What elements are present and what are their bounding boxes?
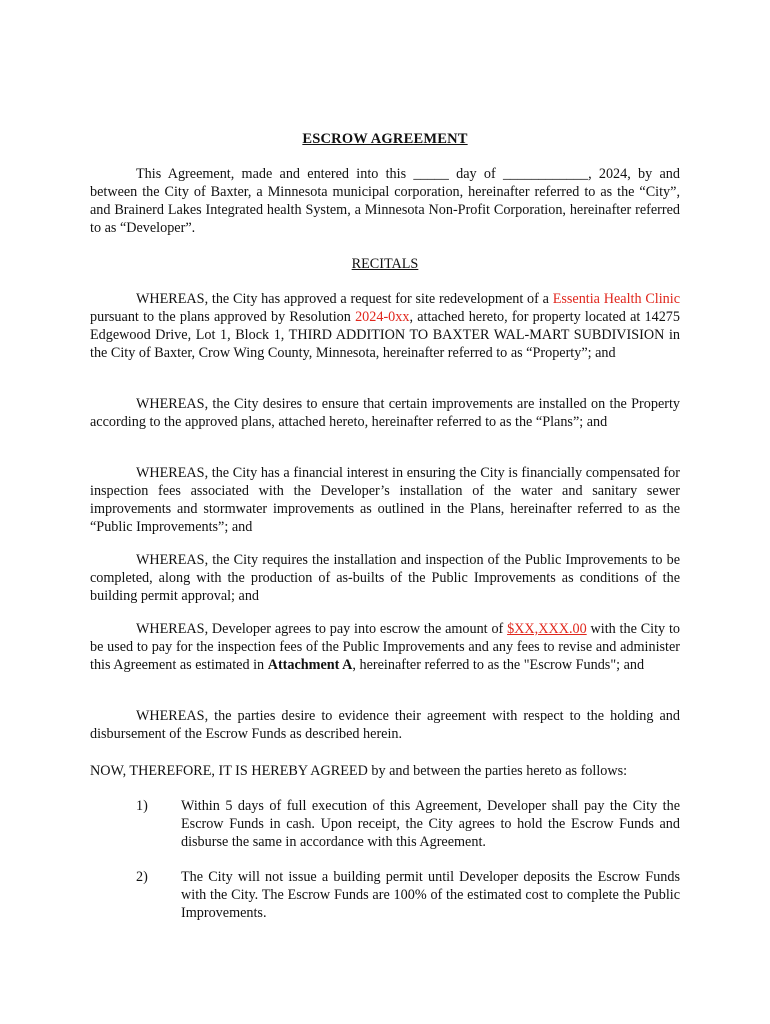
document-page bbox=[90, 0, 680, 1024]
recital-1-resolution-number: 2024-0xx bbox=[355, 309, 410, 325]
escrow-amount: $XX,XXX.00 bbox=[507, 621, 587, 637]
recitals-heading: RECITALS bbox=[351, 256, 419, 272]
attachment-a-reference: Attachment A bbox=[267, 657, 353, 673]
recital-2: WHEREAS, the City desires to ensure that certain improvements are installed on the Property according to the approved plans, attached hereto, hereinafter referred to as the “Plans”; and bbox=[90, 396, 680, 430]
recital-5-text-b: with the City to be used to pay for the inspection fees of the Public Improvements and any fees to revise and administer this Agreement as estimated in bbox=[90, 621, 680, 673]
intro-paragraph: This Agreement, made and entered into this _____ day of ____________, 2024, by and between the City of Baxter, a Minnesota municipal corporation, hereinafter referred to as the “City”, and Brainerd Lakes Integrated health System, a Minnesota Non-Profit Corporation, hereinafter referred to as “Developer”. bbox=[90, 166, 680, 236]
recital-6: WHEREAS, the parties desire to evidence their agreement with respect to the holding and disbursement of the Escrow Funds as described herein. bbox=[90, 708, 680, 742]
recital-5-text-a: WHEREAS, Developer agrees to pay into escrow the amount of bbox=[136, 621, 508, 637]
recital-1-text-c: , attached hereto, for property located at 14275 Edgewood Drive, Lot 1, Block 1, THIRD ADDITION TO BAXTER WAL-MART SUBDIVISION in the City of Baxter, Crow Wing County, Minnesota, hereinafter referred to as “Property”; and bbox=[90, 309, 680, 361]
list-item-number: 2) bbox=[136, 869, 148, 885]
list-item-number: 1) bbox=[136, 798, 148, 814]
recital-1-text-b: pursuant to the plans approved by Resolution bbox=[90, 309, 356, 325]
now-therefore-clause: NOW, THEREFORE, IT IS HEREBY AGREED by and between the parties hereto as follows: bbox=[90, 763, 628, 779]
recital-4: WHEREAS, the City requires the installation and inspection of the Public Improvements to be completed, along with the production of as-builts of the Public Improvements as conditions of the building permit approval; and bbox=[90, 552, 680, 604]
list-item: Within 5 days of full execution of this Agreement, Developer shall pay the City the Escrow Funds in cash. Upon receipt, the City agrees to hold the Escrow Funds and disburse the same in accordance with this Agreement. bbox=[181, 798, 680, 850]
recital-1 bbox=[90, 290, 680, 362]
page-title: ESCROW AGREEMENT bbox=[302, 131, 468, 147]
recital-1-project-name: Essentia Health Clinic bbox=[552, 291, 681, 307]
recital-3: WHEREAS, the City has a financial interest in ensuring the City is financially compensated for inspection fees associated with the Developer’s installation of the water and sanitary sewer improvements and stormwater improvements as outlined in the Plans, hereinafter referred to as the “Public Improvements”; and bbox=[90, 465, 680, 535]
list-item: The City will not issue a building permit until Developer deposits the Escrow Funds with the City. The Escrow Funds are 100% of the estimated cost to complete the Public Improvements. bbox=[181, 869, 680, 921]
recital-5 bbox=[90, 620, 680, 674]
recital-5-text-c: , hereinafter referred to as the "Escrow Funds"; and bbox=[352, 657, 645, 673]
recital-1-text-a: WHEREAS, the City has approved a request for site redevelopment of a bbox=[136, 291, 553, 307]
